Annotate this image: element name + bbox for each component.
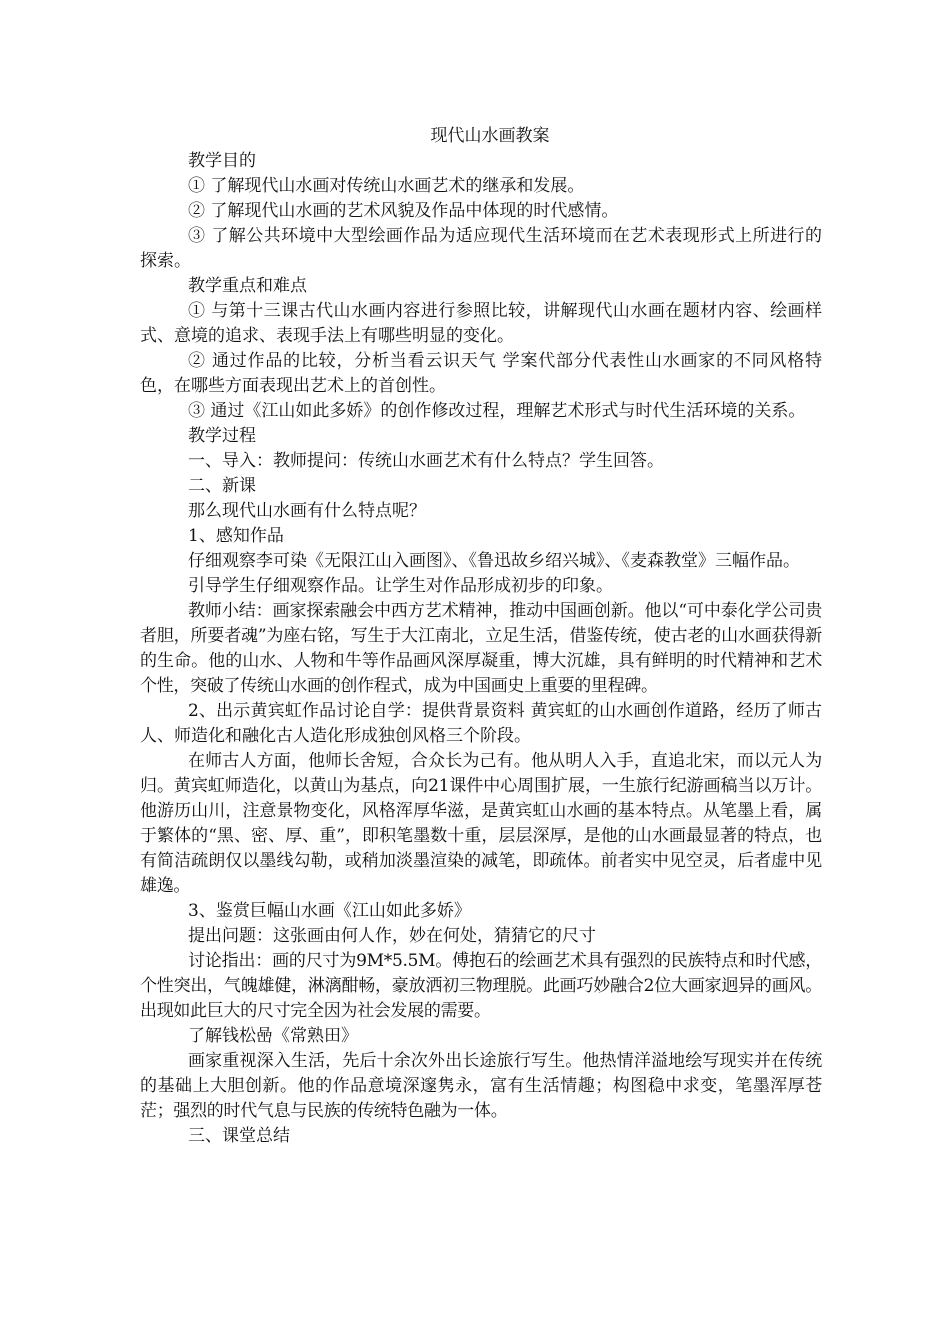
huang-binhong-detail: 在师古人方面，他师长舍短，合众长为己有。他从明人入手，直追北宋，而以元人为归。黄宾虹师造化，以黄山为基点，向21课件中心周围扩展，一生旅行纪游画稿当以万计。他游历山川，注意景物变化，风格浑厚华滋，是黄宾虹山水画的基本特点。从笔墨上看，属于繁体的“黑、密、厚、重”，即积笔墨数十重，层层深厚，是他的山水画最显著的特点，也有简洁疏朗仅以墨线勾勒，或稍加淡墨渲染的减笔，即疏体。前者实中见空灵，后者虚中见雄逸。 xyxy=(140,751,822,896)
key-point-item-2: ② 通过作品的比较，分析当看云识天气 学案代部分代表性山水画家的不同风格特色，在哪些方面表现出艺术上的首创性。 xyxy=(140,351,822,396)
objective-item-3: ③ 了解公共环境中大型绘画作品为适应现代生活环境而在艺术表现形式上所进行的探索。 xyxy=(140,226,822,271)
step-huang-binhong: 2、出示黄宾虹作品讨论自学：提供背景资料 黄宾虹的山水画创作道路，经历了师古人、师造化和融化古人造化形成独创风格三个阶段。 xyxy=(140,701,822,746)
document-title: 现代山水画教案 xyxy=(430,126,550,146)
objective-item-2: ② 了解现代山水画的艺术风貌及作品中体现的时代感情。 xyxy=(188,201,619,221)
objective-item-1: ① 了解现代山水画对传统山水画艺术的继承和发展。 xyxy=(188,176,585,196)
process-question: 那么现代山水画有什么特点呢？ xyxy=(188,501,426,521)
qian-songyan-detail: 画家重视深入生活，先后十余次外出长途旅行写生。他热情洋溢地绘写现实并在传统的基础上大胆创新。他的作品意境深邃隽永，富有生活情趣；构图稳中求变，笔墨浑厚苍茫；强烈的时代气息与民族的传统特色融为一体。 xyxy=(140,1051,822,1121)
step-perceive-text: 仔细观察李可染《无限江山入画图》、《鲁迅故乡绍兴城》、《麦森教堂》三幅作品。 xyxy=(188,551,800,571)
section-heading-summary: 三、课堂总结 xyxy=(188,1126,290,1146)
step-guide-text: 引导学生仔细观察作品。让学生对作品形成初步的印象。 xyxy=(188,576,613,596)
section-heading-key-points: 教学重点和难点 xyxy=(188,276,307,296)
appreciate-question: 提出问题：这张画由何人作，妙在何处，猜猜它的尺寸 xyxy=(188,926,596,946)
document-page xyxy=(140,124,822,1149)
step-appreciate-heading: 3、鉴赏巨幅山水画《江山如此多娇》 xyxy=(188,901,471,921)
teacher-summary: 教师小结：画家探索融会中西方艺术精神，推动中国画创新。他以“可中泰化学公司贵者胆，所要者魂”为座右铭，写生于大江南北，立足生活，借鉴传统，使古老的山水画获得新的生命。他的山水、人物和牛等作品画风深厚凝重，博大沉雄，具有鲜明的时代精神和艺术个性，突破了传统山水画的创作程式，成为中国画史上重要的里程碑。 xyxy=(140,601,822,696)
step-perceive-heading: 1、感知作品 xyxy=(188,526,284,546)
process-new-lesson: 二、新课 xyxy=(188,476,256,496)
qian-songyan-heading: 了解钱松喦《常熟田》 xyxy=(188,1026,358,1046)
section-heading-process: 教学过程 xyxy=(188,426,256,446)
process-intro: 一、导入：教师提问：传统山水画艺术有什么特点？学生回答。 xyxy=(188,451,664,471)
key-point-item-1: ① 与第十三课古代山水画内容进行参照比较，讲解现代山水画在题材内容、绘画样式、意境的追求、表现手法上有哪些明显的变化。 xyxy=(140,301,822,346)
section-heading-objectives: 教学目的 xyxy=(188,151,256,171)
appreciate-discussion: 讨论指出：画的尺寸为9M*5.5M。傅抱石的绘画艺术具有强烈的民族特点和时代感，个性突出，气魄雄健，淋漓酣畅，豪放洒初三物理脱。此画巧妙融合2位大画家迥异的画风。出现如此巨大的尺寸完全因为社会发展的需要。 xyxy=(140,951,822,1021)
key-point-item-3: ③ 通过《江山如此多娇》的创作修改过程，理解艺术形式与时代生活环境的关系。 xyxy=(188,401,806,421)
